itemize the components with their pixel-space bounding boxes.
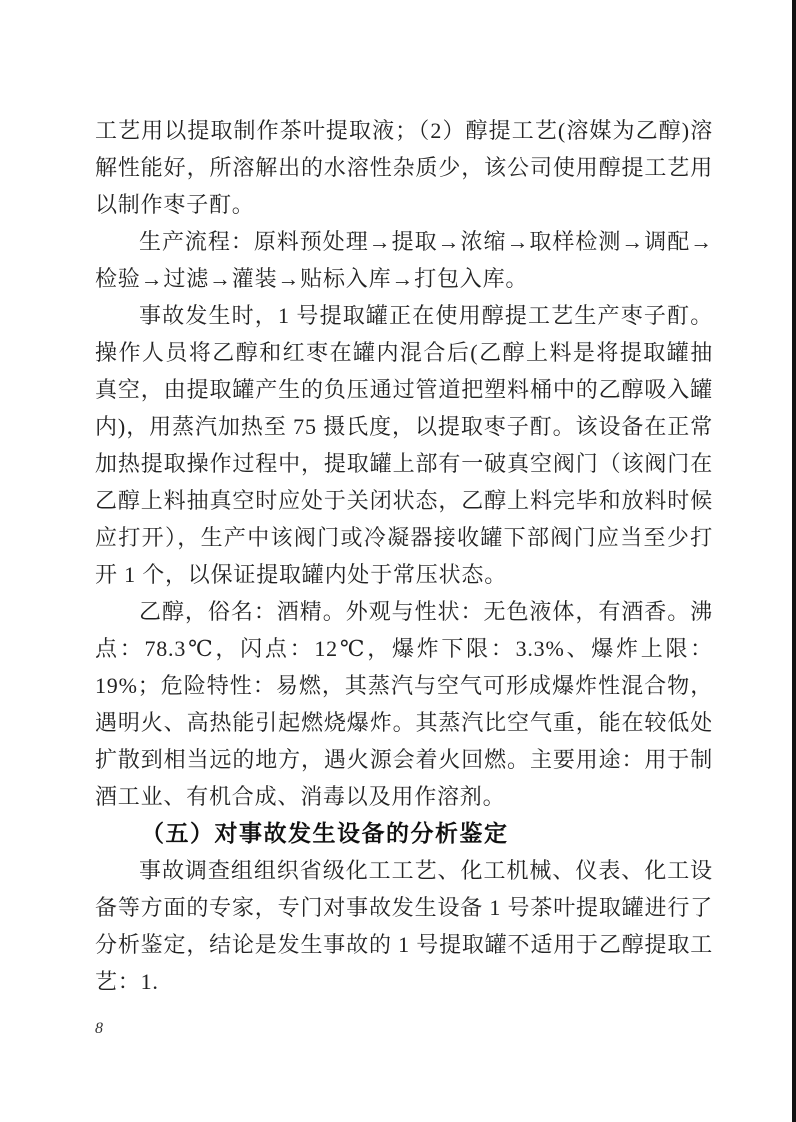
paragraph-continuation: 工艺用以提取制作茶叶提取液；（2）醇提工艺(溶媒为乙醇)溶解性能好，所溶解出的水溶性杂质少，该公司使用醇提工艺用以制作枣子酊。 bbox=[95, 118, 713, 217]
paragraph-ethanol-properties: 乙醇，俗名：酒精。外观与性状：无色液体，有酒香。沸点：78.3℃，闪点：12℃，爆炸下限：3.3%、爆炸上限：19%；危险特性：易燃，其蒸汽与空气可形成爆炸性混合物，遇明火、高热能引起燃烧爆炸。其蒸汽比空气重，能在较低处扩散到相当远的地方，遇火源会着火回燃。主要用途：用于制酒工业、有机合成、消毒以及用作溶剂。 bbox=[95, 599, 713, 809]
paragraph-production-flow: 生产流程：原料预处理→提取→浓缩→取样检测→调配→检验→过滤→灌装→贴标入库→打包入库。 bbox=[95, 229, 713, 291]
document-body bbox=[95, 112, 713, 1000]
section-heading-5: （五）对事故发生设备的分析鉴定 bbox=[141, 820, 509, 846]
paragraph-equipment-appraisal: 事故调查组组织省级化工工艺、化工机械、仪表、化工设备等方面的专家，专门对事故发生设备 1 号茶叶提取罐进行了分析鉴定，结论是发生事故的 1 号提取罐不适用于乙醇提取工艺：1. bbox=[95, 858, 713, 994]
page-number: 8 bbox=[95, 1020, 103, 1037]
paragraph-accident-description: 事故发生时，1 号提取罐正在使用醇提工艺生产枣子酊。操作人员将乙醇和红枣在罐内混合后(乙醇上料是将提取罐抽真空，由提取罐产生的负压通过管道把塑料桶中的乙醇吸入罐内)，用蒸汽加热至 75 摄氏度，以提取枣子酊。该设备在正常加热提取操作过程中，提取罐上部有一破真空阀门（该阀门在乙醇上料抽真空时应处于关闭状态，乙醇上料完毕和放料时候应打开），生产中该阀门或冷凝器接收罐下部阀门应当至少打开 1 个，以保证提取罐内处于常压状态。 bbox=[95, 303, 713, 587]
scan-edge-line bbox=[792, 0, 796, 1122]
